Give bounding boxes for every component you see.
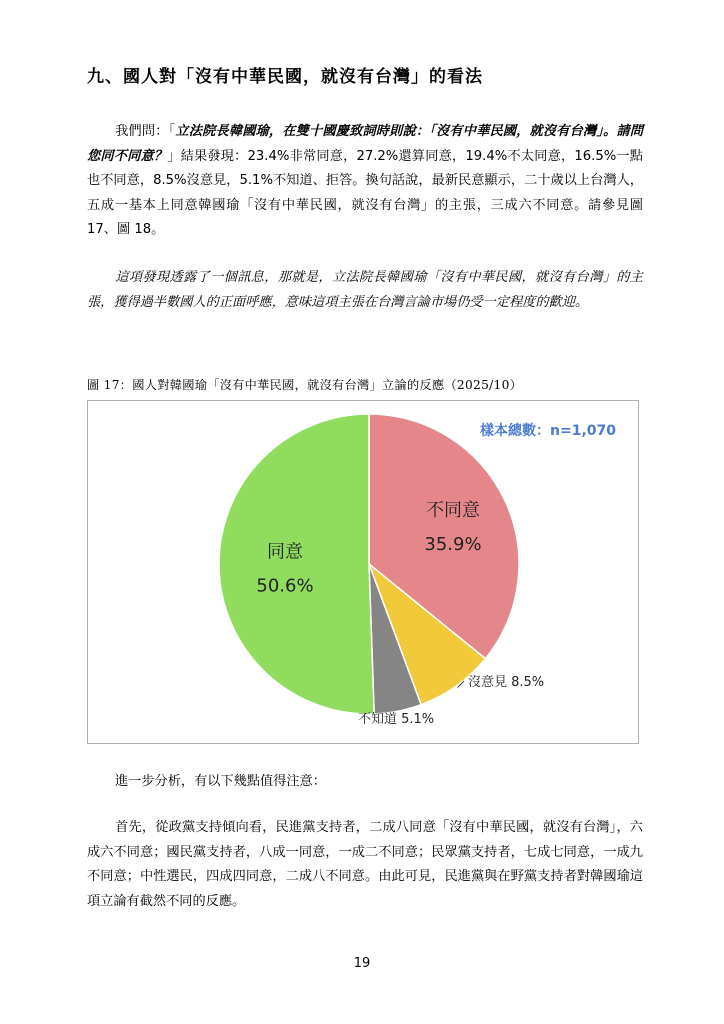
- figure-caption: 圖 17：國人對韓國瑜「沒有中華民國，就沒有台灣」立論的反應（2025/10）: [87, 378, 523, 392]
- pie-chart-frame: [87, 400, 639, 744]
- section-title: 九、國人對「沒有中華民國，就沒有台灣」的看法: [87, 67, 483, 87]
- sample-size-label: 樣本總數：n=1,070: [480, 423, 616, 439]
- page-number: 19: [353, 956, 371, 971]
- paragraph-analysis-intro: [87, 770, 643, 795]
- slice-label-0: 不同意: [425, 500, 480, 522]
- findings-text: 」結果發現：23.4%非常同意，27.2%還算同意，19.4%不太同意，16.5%一點也不同意，8.5%沒意見，5.1%不知道、拒答。換句話說，最新民意顯示，二十歲以上台灣人，五成一基本上同意韓國瑜「沒有中華民國，就沒有台灣」的主張，三成六不同意。請參見圖 17、圖 18。: [87, 148, 643, 237]
- slice-label-2: 不知道 5.1%: [358, 712, 435, 727]
- paragraph-findings: [87, 120, 643, 243]
- slice-value-0: 35.9%: [424, 534, 482, 556]
- party-analysis-text: 首先，從政黨支持傾向看，民進黨支持者，二成八同意「沒有中華民國，就沒有台灣」，六成六不同意；國民黨支持者，八成一同意，一成二不同意；民眾黨支持者，七成七同意，一成九不同意；中性選民，四成四同意，二成八不同意。由此可見，民進黨與在野黨支持者對韓國瑜這項立論有截然不同的反應。: [87, 820, 643, 909]
- slice-label-3: 同意: [267, 541, 304, 563]
- interpretation-text: 這項發現透露了一個訊息，那就是，立法院長韓國瑜「沒有中華民國，就沒有台灣」的主張，獲得過半數國人的正面呼應，意味這項主張在台灣言論市場仍受一定程度的歡迎。: [87, 270, 643, 310]
- paragraph-interpretation: [87, 266, 643, 315]
- analysis-intro-text: 進一步分析，有以下幾點值得注意：: [115, 774, 326, 789]
- question-prefix: 我們問：「: [115, 124, 176, 139]
- survey-question: 立法院長韓國瑜，在雙十國慶致詞時則說：「沒有中華民國，就沒有台灣」。請問您同不同意？: [87, 124, 644, 164]
- slice-label-1: 沒意見 8.5%: [468, 675, 545, 690]
- slice-value-3: 50.6%: [256, 575, 314, 597]
- pie-chart: [88, 401, 638, 743]
- pie-slice-3: [219, 414, 374, 714]
- paragraph-party-analysis: [87, 816, 643, 914]
